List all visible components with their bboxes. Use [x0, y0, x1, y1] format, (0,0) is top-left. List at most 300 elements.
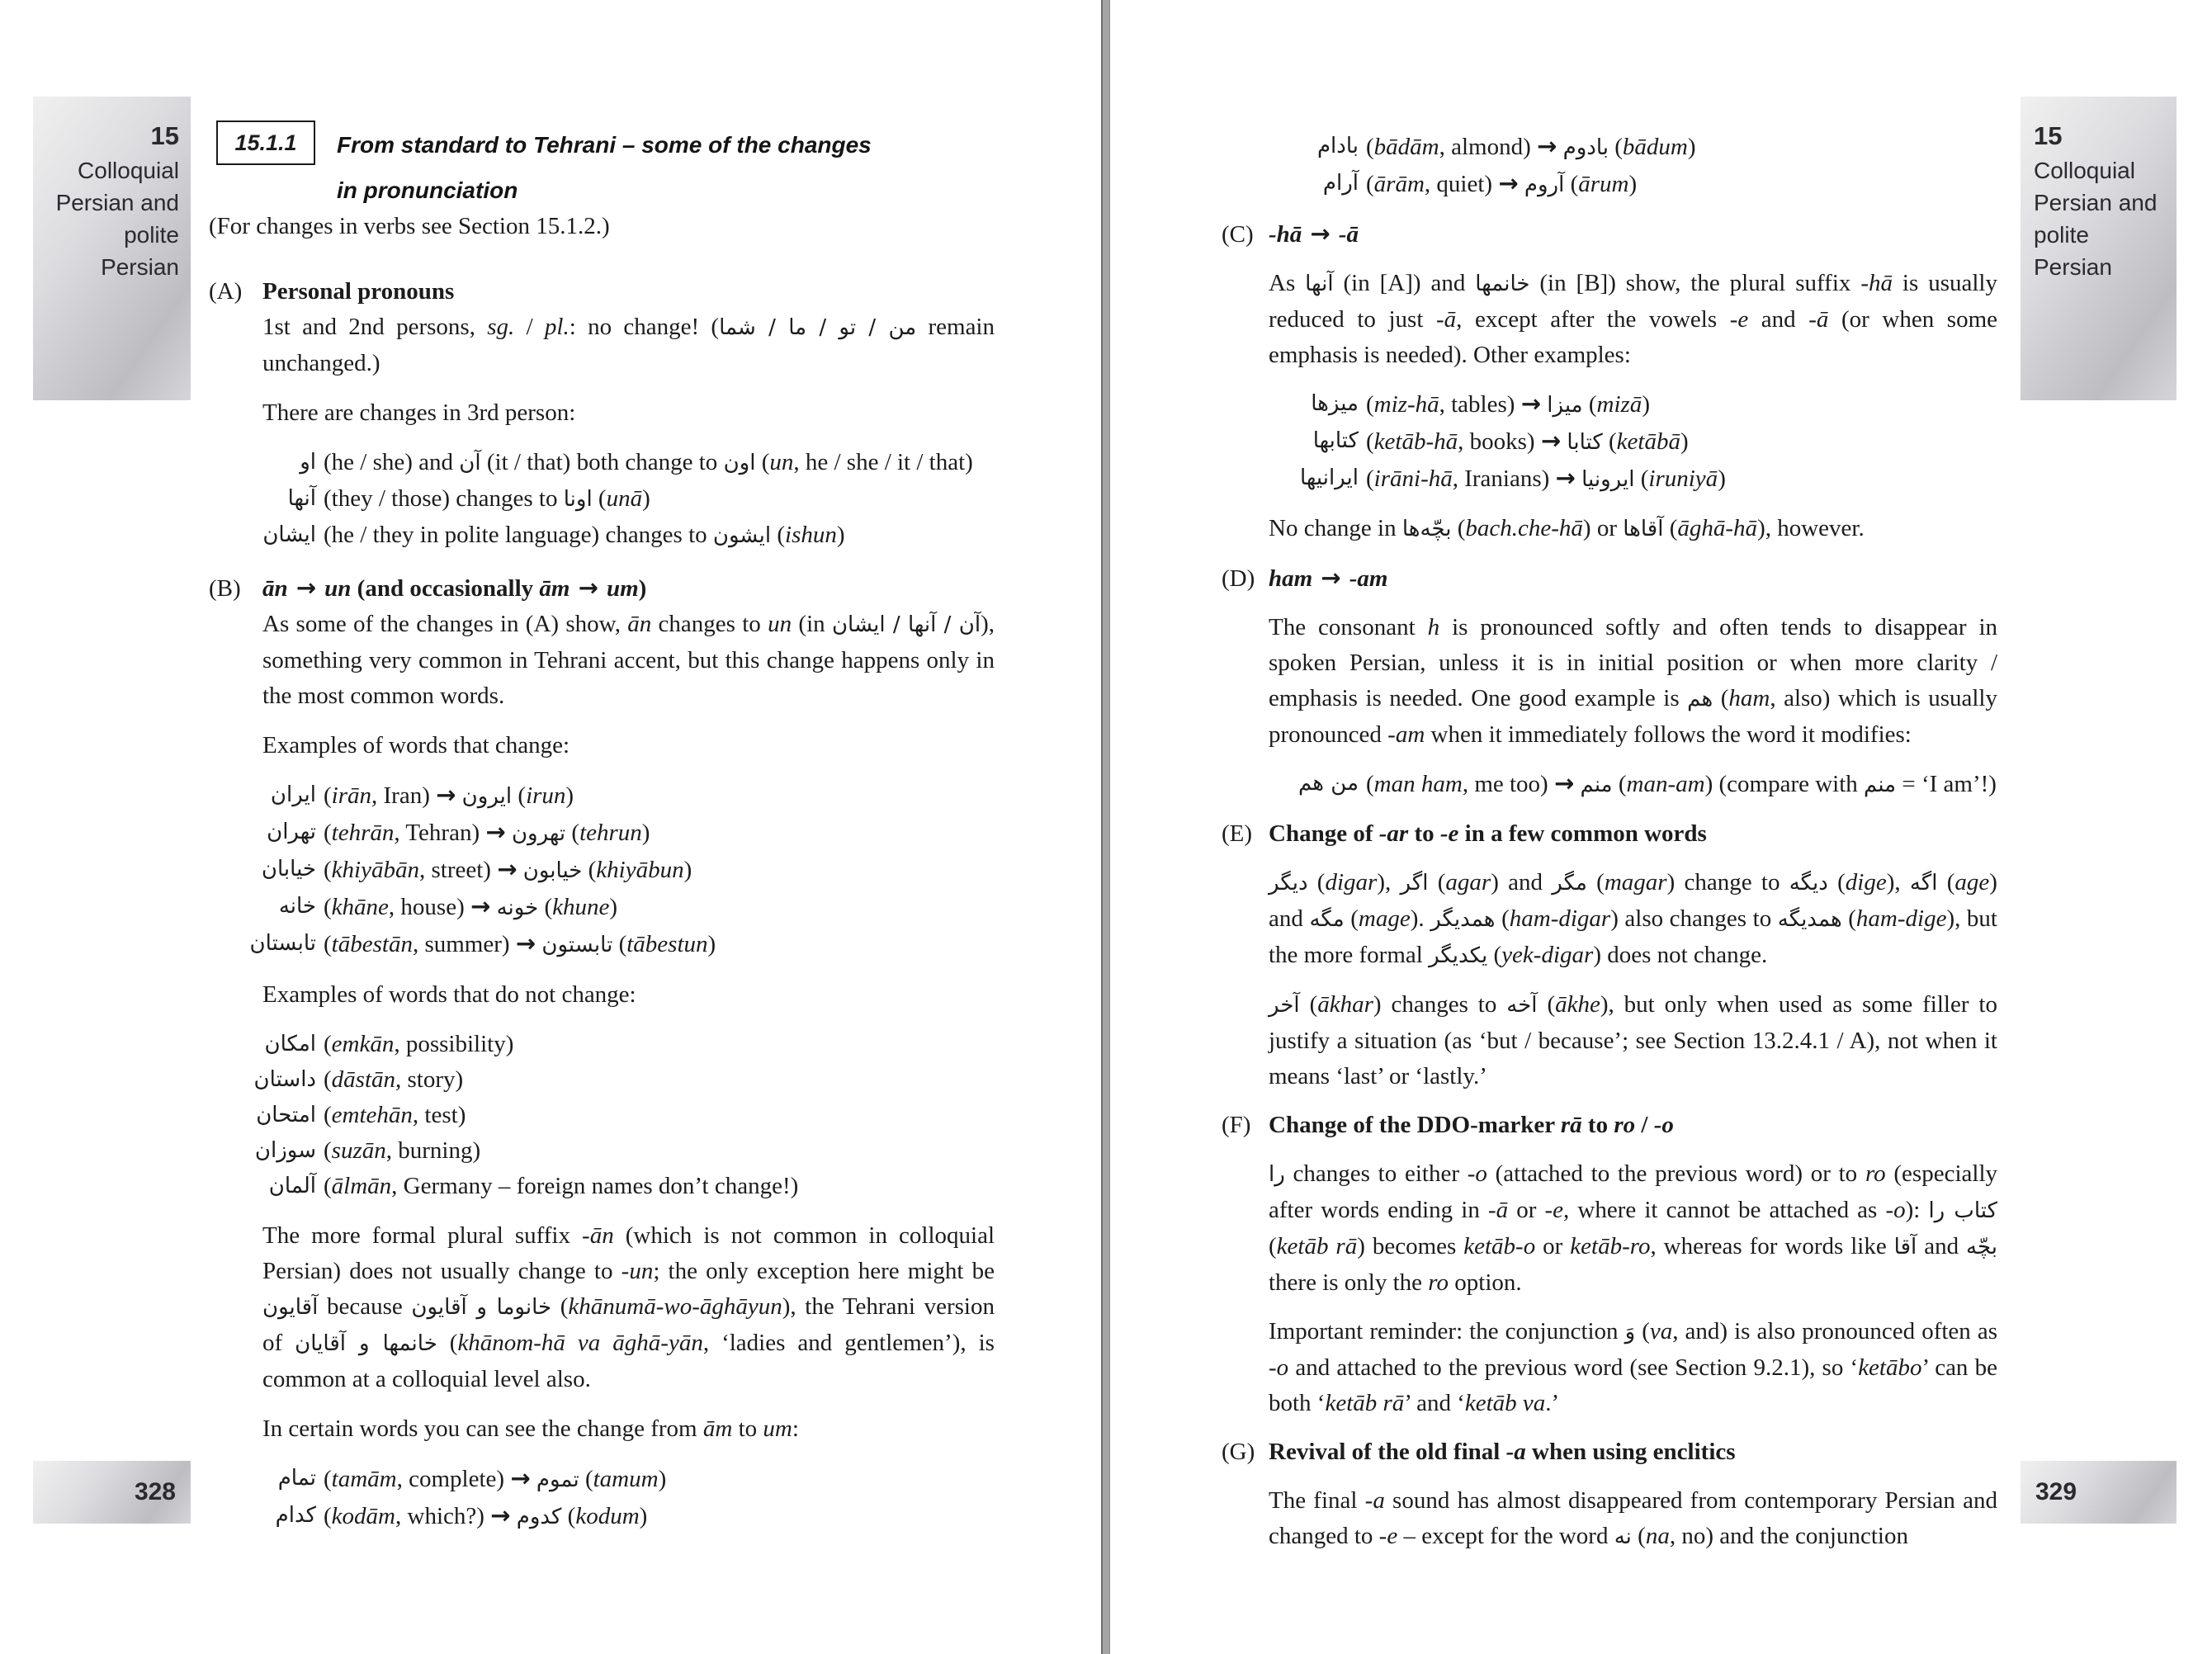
persian-word: بادام: [1316, 134, 1359, 158]
text-run: (especially after words ending in: [1269, 1160, 1997, 1223]
text-run: ketāb rā: [1276, 1233, 1358, 1259]
text-run: There are changes in 3rd person:: [262, 399, 576, 426]
text-run: when it immediately follows the word it modifies:: [1425, 721, 1912, 748]
text-run: sound has almost disappeared from contemporary Persian and changed to: [1269, 1487, 1997, 1549]
text-run: , almond): [1439, 134, 1538, 160]
text-run: ): [642, 485, 650, 512]
text-run: [490, 894, 496, 920]
text-run: [1519, 171, 1524, 197]
text-run: in a few common words: [1458, 820, 1707, 847]
example-block: [209, 777, 995, 963]
text-run: (it / that) both change to: [480, 449, 724, 475]
section-letter: (B): [209, 575, 241, 602]
text-run: (in [B]) show, the plural suffix: [1529, 270, 1861, 296]
text-run: um: [763, 1415, 792, 1442]
text-run: and: [1748, 306, 1809, 333]
text-run: , also) which is usually pronounced: [1269, 685, 1997, 748]
text-run: Important reminder: the conjunction: [1269, 1318, 1625, 1344]
text-run: to: [732, 1415, 763, 1442]
arrow-glyph: →: [485, 818, 506, 846]
text-run: ): [836, 522, 845, 548]
persian-text: آخر: [1269, 993, 1300, 1018]
text-run: yek-digar: [1501, 942, 1594, 968]
text-run: ) becomes: [1357, 1233, 1464, 1259]
persian-word: میزها: [1311, 391, 1359, 416]
arrow-glyph: →: [497, 855, 518, 883]
arrow-glyph: →: [1540, 427, 1562, 455]
example-block: [209, 1461, 995, 1535]
section-letter: (A): [209, 278, 243, 305]
persian-text: نه: [1614, 1524, 1632, 1549]
chapter-number: 15: [2034, 121, 2063, 150]
text-run: ro: [1428, 1269, 1449, 1296]
text-run: un: [768, 611, 792, 637]
example-line: [209, 1169, 995, 1204]
paragraph: [262, 310, 995, 381]
text-run: ārum: [1578, 171, 1629, 197]
text-run: -am: [1387, 721, 1425, 748]
persian-text: اگر: [1400, 871, 1429, 896]
text-run: tehrān: [331, 820, 395, 846]
text-run: (: [512, 782, 527, 809]
text-run: (: [561, 1503, 576, 1529]
text-run: emtehān: [331, 1102, 413, 1128]
text-run: (: [592, 485, 607, 512]
text-run: ),: [1886, 869, 1910, 896]
text-run: (and occasionally: [351, 575, 540, 602]
text-run: ), however.: [1757, 515, 1865, 541]
example-gloss: [324, 481, 650, 517]
text-run: [518, 857, 523, 883]
section-letter: (G): [1222, 1439, 1255, 1465]
persian-text: تموم: [536, 1467, 579, 1492]
section-title: [337, 122, 915, 213]
chapter-tab-left: [33, 97, 191, 400]
text-run: ālmān: [331, 1173, 392, 1199]
chapter-number: 15: [150, 121, 179, 150]
text-run: (: [324, 931, 332, 957]
arrow-glyph: →: [287, 574, 325, 602]
persian-text: کدوم: [516, 1505, 562, 1529]
text-run: (in [A]) and: [1333, 270, 1476, 296]
persian-word: امتحان: [256, 1103, 316, 1127]
persian-word: خانه: [278, 894, 316, 919]
example-gloss: [1366, 461, 1726, 498]
example-gloss: [324, 1027, 513, 1062]
text-run: , Tehran): [394, 820, 486, 846]
text-run: The final: [1269, 1487, 1365, 1514]
text-run: ketāb-ro: [1570, 1233, 1651, 1259]
example-line: [1222, 461, 1997, 498]
persian-text: تابستون: [541, 933, 613, 957]
example-gloss: [324, 1498, 647, 1535]
section-number-box: [216, 121, 315, 165]
right-page-body: [1222, 116, 1997, 1555]
text-run: -am: [1349, 565, 1388, 592]
persian-word: خیابان: [261, 857, 316, 881]
text-run: ) or: [1582, 515, 1624, 541]
persian-word: داستان: [253, 1067, 316, 1092]
persian-text: ایرونیا: [1581, 467, 1635, 492]
persian-word: کدام: [275, 1503, 316, 1528]
text-run: ) change to: [1666, 869, 1789, 896]
paragraph: [1269, 987, 1997, 1094]
paragraph: [262, 607, 995, 714]
persian-word: ایران: [270, 782, 316, 807]
text-run: /: [1635, 1112, 1654, 1138]
persian-text: آقایون: [262, 1295, 319, 1320]
text-run: , Iranians): [1452, 465, 1556, 492]
persian-word: ایشان: [262, 522, 316, 547]
persian-text: آروم: [1524, 172, 1565, 197]
text-run: sg.: [487, 314, 515, 340]
text-run: , complete): [396, 1466, 511, 1492]
text-run: 1st and 2nd persons,: [262, 314, 488, 340]
text-run: As: [1269, 270, 1306, 296]
text-run: to: [1581, 1112, 1614, 1138]
persian-text: وَ: [1624, 1320, 1636, 1344]
arrow-glyph: →: [470, 892, 491, 920]
text-run: , story): [395, 1066, 464, 1093]
example-block: [209, 1027, 995, 1204]
persian-text: خانوما و آقایون: [411, 1295, 552, 1320]
text-run: ): [683, 857, 692, 883]
persian-word: ایرانیها: [1299, 465, 1359, 490]
text-run: [1557, 134, 1562, 160]
text-run: ): [1680, 428, 1689, 455]
text-run: [506, 820, 512, 846]
text-run: (he / she) and: [324, 449, 460, 475]
text-run: ishun: [785, 522, 837, 548]
text-run: ), but the more formal: [1269, 905, 1997, 968]
text-run: , where it cannot be attached as: [1563, 1197, 1886, 1223]
text-run: ): [609, 894, 618, 920]
example-line: [1222, 766, 1997, 803]
persian-text: خیابون: [522, 858, 583, 883]
text-run: ), something very common in Tehrani accent, but this change happens only in the most common words.: [262, 611, 995, 709]
section-letter: (D): [1222, 565, 1255, 592]
persian-text: همدیگر: [1430, 907, 1496, 932]
section-heading: [1222, 816, 1997, 852]
arrow-glyph: →: [510, 1464, 531, 1492]
text-run: ām: [539, 575, 570, 602]
example-block: [1222, 766, 1997, 803]
text-run: (: [1827, 869, 1846, 896]
text-run: ) does not change.: [1593, 942, 1768, 968]
text-run: magar: [1604, 869, 1667, 896]
text-run: ān: [262, 575, 288, 602]
text-run: , me too): [1462, 771, 1554, 797]
example-gloss: [324, 517, 845, 554]
paragraph: [1269, 511, 1997, 547]
text-run: ro: [1865, 1160, 1886, 1187]
text-run: (they / those) changes to: [324, 485, 564, 512]
text-run: option.: [1449, 1269, 1522, 1296]
left-page-body: [209, 209, 995, 1535]
example-line: [209, 1027, 995, 1062]
text-run: ),: [1377, 869, 1401, 896]
example-gloss: [1366, 386, 1650, 423]
text-run: -a: [1364, 1487, 1385, 1514]
text-run: No change in: [1269, 515, 1402, 541]
paragraph: [262, 1411, 995, 1447]
text-run: (: [1631, 1523, 1646, 1549]
text-run: or: [1508, 1197, 1545, 1223]
text-run: irun: [526, 782, 566, 809]
paragraph: [262, 1218, 995, 1397]
persian-word: آنها: [287, 486, 316, 511]
text-run: -ā: [1338, 221, 1359, 248]
example-line: [1222, 129, 1997, 166]
section-title-line-2: in pronunciation: [337, 177, 518, 203]
example-gloss: [324, 1062, 463, 1098]
text-run: (: [1582, 391, 1597, 418]
text-run: digar: [1325, 869, 1378, 896]
text-run: tābestun: [626, 931, 708, 957]
example-gloss: [324, 1098, 466, 1133]
text-run: kodām: [331, 1503, 395, 1529]
persian-text: را: [1269, 1162, 1285, 1187]
text-run: dige: [1845, 869, 1887, 896]
section-heading: [1222, 1108, 1997, 1143]
text-run: ) changes to: [1373, 991, 1507, 1018]
chapter-title: Colloquial Persian and polite Persian: [2034, 158, 2158, 280]
text-run: (: [324, 1466, 332, 1492]
text-run: rā: [1560, 1112, 1582, 1138]
example-block: [209, 445, 995, 554]
text-run: khiyābun: [596, 857, 684, 883]
arrow-glyph: →: [490, 1501, 511, 1529]
example-line: [209, 815, 995, 852]
text-run: (: [1299, 991, 1318, 1018]
text-run: āghā-hā: [1677, 515, 1758, 541]
persian-text: مگه: [1309, 907, 1345, 932]
example-gloss: [1366, 423, 1689, 461]
text-run: :: [792, 1415, 799, 1442]
text-run: -e: [1439, 820, 1459, 847]
paragraph: [262, 395, 995, 431]
text-run: (: [1366, 771, 1374, 797]
persian-text: میزا: [1547, 393, 1583, 418]
persian-text: بچّه‌ها: [1401, 517, 1452, 541]
persian-text: بادوم: [1562, 135, 1609, 160]
text-run: -ā: [1435, 306, 1457, 333]
section-heading-text: [1269, 1108, 1674, 1143]
text-run: mizā: [1596, 391, 1642, 418]
text-run: irān: [331, 782, 372, 809]
text-run: -o: [1653, 1112, 1674, 1138]
text-run: (or when some emphasis is needed). Other examples:: [1269, 306, 1998, 368]
text-run: (: [324, 1066, 332, 1093]
text-run: un: [769, 449, 794, 475]
text-run: (: [1428, 869, 1446, 896]
text-run: remain unchanged.): [262, 314, 995, 376]
text-run: ; the only exception here might be: [653, 1258, 995, 1284]
text-run: bādum: [1622, 134, 1688, 160]
example-block: [1222, 386, 1997, 498]
text-run: Change of the DDO-marker: [1269, 1112, 1561, 1138]
example-line: [209, 1098, 995, 1133]
text-run: (: [437, 1330, 458, 1356]
persian-text: خانمها و آقایان: [295, 1331, 437, 1356]
arrow-glyph: →: [1498, 169, 1519, 197]
arrow-glyph: →: [1553, 769, 1575, 797]
section-heading: [209, 570, 995, 607]
text-run: (: [612, 931, 627, 957]
example-line: [209, 517, 995, 554]
text-run: ) also changes to: [1610, 905, 1778, 932]
persian-text: یکدیگر: [1429, 943, 1488, 968]
text-run: man ham: [1373, 771, 1463, 797]
text-run: emkān: [331, 1031, 395, 1057]
persian-word: کتابها: [1312, 428, 1359, 453]
persian-word: تابستان: [249, 931, 316, 956]
example-gloss: [324, 889, 617, 926]
example-line: [209, 445, 995, 481]
text-run: there is only the: [1269, 1269, 1429, 1296]
text-run: -o: [1885, 1197, 1906, 1223]
text-run: (: [1602, 428, 1617, 455]
example-gloss: [324, 1169, 798, 1204]
text-run: ): [638, 575, 647, 602]
text-run: The more formal plural suffix: [262, 1222, 583, 1249]
text-run: ) and: [1491, 869, 1553, 896]
text-run: un: [324, 575, 352, 602]
text-run: ): [707, 931, 716, 957]
text-run: ketāb va: [1464, 1390, 1546, 1416]
text-run: khāne: [331, 894, 389, 920]
persian-word: او: [300, 450, 316, 475]
text-run: and: [1917, 1233, 1967, 1259]
text-run: ): [1687, 134, 1696, 160]
text-run: tābestān: [331, 931, 413, 957]
example-gloss: [324, 445, 973, 481]
text-run: , Iran): [371, 782, 437, 809]
text-run: irāni-hā: [1373, 465, 1453, 492]
text-run: -e: [1378, 1523, 1398, 1549]
example-line: [209, 926, 995, 963]
example-line: [209, 777, 995, 815]
text-run: -o: [1467, 1160, 1487, 1187]
persian-text: کتابا: [1567, 430, 1603, 455]
section-letter: (F): [1222, 1112, 1251, 1138]
text-run: kodum: [575, 1503, 640, 1529]
arrow-glyph: →: [1520, 390, 1541, 418]
text-run: -ā: [1808, 306, 1829, 333]
text-run: khune: [552, 894, 610, 920]
text-run: (: [1344, 905, 1359, 932]
text-run: (: [1487, 942, 1502, 968]
text-run: ): [1642, 391, 1650, 418]
text-run: ): [1718, 465, 1726, 492]
text-run: man-am: [1626, 771, 1705, 797]
paragraph: [1269, 1314, 1997, 1421]
text-run: khiyābān: [331, 857, 419, 883]
text-run: iruniyā: [1648, 465, 1718, 492]
example-gloss: [324, 1461, 666, 1498]
text-run: (: [1612, 771, 1627, 797]
paragraph: [1269, 865, 1997, 974]
section-heading-text: [262, 274, 454, 310]
persian-text: آقا: [1893, 1235, 1917, 1259]
text-run: changes to either: [1284, 1160, 1468, 1187]
paragraph: [1269, 610, 1997, 753]
text-run: ) (compare with: [1704, 771, 1865, 797]
example-gloss: [1366, 166, 1637, 203]
text-run: – except for the word: [1397, 1523, 1614, 1549]
text-run: (which is not common in colloquial Persian) does not usually change to: [262, 1222, 995, 1284]
text-run: (: [1366, 171, 1374, 197]
text-run: In certain words you can see the change from: [262, 1415, 703, 1442]
text-run: tehrun: [579, 820, 642, 846]
text-run: ārām: [1373, 171, 1425, 197]
text-run: As some of the changes in (A) show,: [262, 611, 628, 637]
text-run: , tables): [1439, 391, 1521, 418]
text-run: um: [606, 575, 639, 602]
section-number: 15.1.1: [234, 130, 297, 155]
text-run: -o: [1269, 1354, 1289, 1381]
text-run: ākhar: [1317, 991, 1373, 1018]
section-heading: [1222, 1434, 1997, 1470]
text-run: ):: [1905, 1197, 1929, 1223]
persian-word: تمام: [277, 1466, 316, 1491]
text-run: , summer): [412, 931, 516, 957]
text-run: [1574, 771, 1580, 797]
text-run: ): [641, 820, 650, 846]
text-run: Personal pronouns: [262, 278, 455, 305]
text-run: ): [639, 1503, 648, 1529]
example-gloss: [324, 1133, 480, 1169]
chapter-tab-right: [2021, 97, 2177, 400]
example-gloss: [1366, 129, 1696, 166]
persian-text: منم: [1580, 773, 1613, 797]
paragraph: [1269, 1483, 1997, 1555]
section-heading: [1222, 216, 1997, 253]
text-run: ām: [702, 1415, 733, 1442]
persian-text: آقاها: [1623, 517, 1664, 541]
text-run: (: [324, 1503, 332, 1529]
paragraph: [209, 209, 995, 244]
text-run: , he / she / it / that): [793, 449, 973, 475]
example-line: [209, 481, 995, 517]
text-run: (: [1564, 171, 1579, 197]
persian-text: من / تو / ما / شما: [719, 315, 917, 340]
text-run: (: [324, 782, 332, 809]
text-run: [456, 782, 461, 809]
text-run: : no change! (: [569, 314, 720, 340]
text-run: (: [1451, 515, 1466, 541]
persian-text: بچّه: [1966, 1235, 1997, 1259]
persian-word: من هم: [1298, 771, 1359, 796]
text-run: khānom-hā va āghā-yān: [457, 1330, 703, 1356]
text-run: -hā: [1269, 221, 1302, 248]
arrow-glyph: →: [436, 781, 456, 809]
text-run: , burning): [385, 1137, 481, 1164]
text-run: ): [565, 782, 574, 809]
text-run: ketāb rā: [1325, 1390, 1405, 1416]
persian-text: آنها: [1305, 272, 1334, 296]
text-run: = ‘I am’!): [1896, 771, 1997, 797]
text-run: (: [324, 1102, 332, 1128]
text-run: (For changes in verbs see Section 15.1.2.): [209, 213, 610, 239]
text-run: ), the Tehrani version of: [262, 1293, 995, 1356]
text-run: mage: [1358, 905, 1411, 932]
text-run: -ā: [1487, 1197, 1509, 1223]
example-line: [1222, 166, 1997, 203]
persian-text: ایشون: [712, 523, 772, 548]
text-run: (: [324, 1031, 332, 1057]
text-run: dāstān: [331, 1066, 396, 1093]
